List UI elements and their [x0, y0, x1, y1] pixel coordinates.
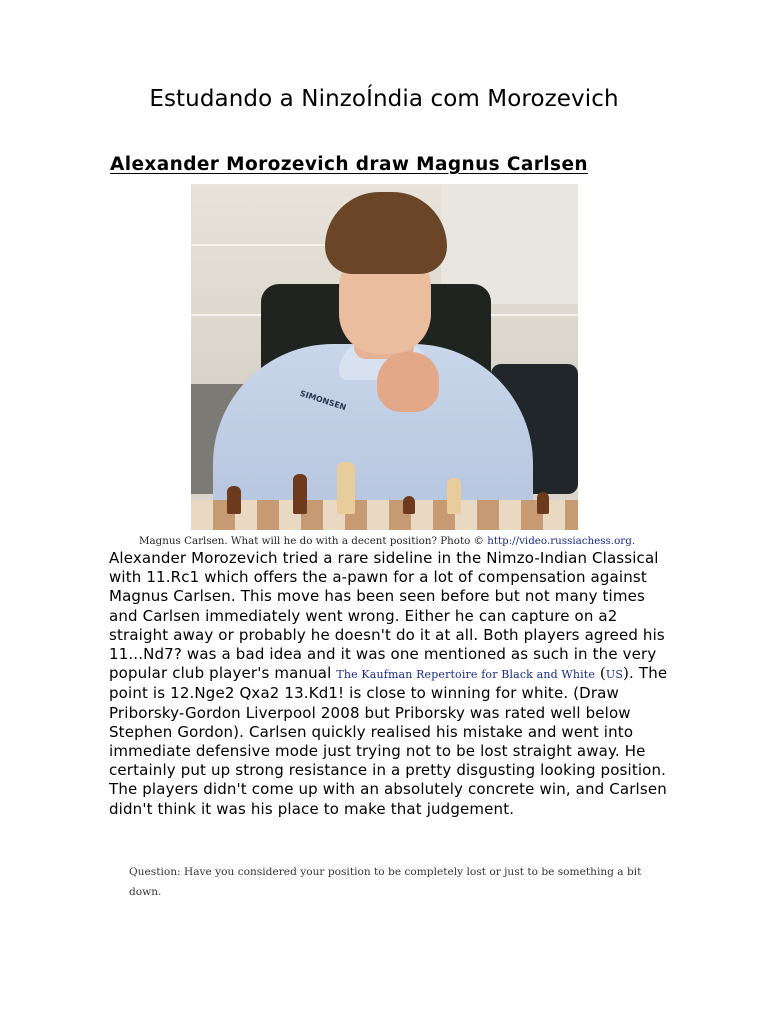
photo-shirt-logo: SIMONSEN [298, 388, 348, 413]
article-body [109, 549, 669, 819]
caption-end: . [631, 535, 636, 547]
interview-question: Question: Have you considered your position to be completely lost or just to be something a bit down. [129, 866, 642, 898]
body-text-part2: . The point is 12.Nge2 Qxa2 13.Kd1! is close to winning for white. (Draw Priborsky-Gordon Liverpool 2008 but Priborsky was rated well below Stephen Gordon). Carlsen quickly realised his mistake and went into immediate defensive mode just trying not to be lost straight away. He certainly put up strong resistance in a pretty disgusting looking position. The players didn't come up with an absolutely concrete win, and Carlsen didn't think it was his place to make that judgement. [109, 664, 668, 818]
page-title: Estudando a NinzoÍndia com Morozevich [149, 86, 619, 112]
body-text-part1: Alexander Morozevich tried a rare sideline in the Nimzo-Indian Classical with 11.Rc1 which offers the a-pawn for a lot of compensation against Magnus Carlsen. This move has been seen before but not many times and Carlsen immediately went wrong. Either he can capture on a2 straight away or probably he doesn't do it at all. Both players agreed his 11...Nd7? was a bad idea and it was one mentioned as such in the very popular club player's manual [109, 549, 665, 683]
photo-chess-piece [537, 492, 549, 514]
photo-hand [377, 352, 439, 412]
book-link[interactable]: The Kaufman Repertoire for Black and White [336, 668, 595, 682]
photo-chess-piece [403, 496, 415, 514]
photo-chess-piece [447, 478, 461, 514]
paren-open: ( [595, 664, 606, 683]
photo-caption [139, 535, 635, 547]
carlsen-photo [191, 184, 578, 530]
caption-source-link[interactable]: http://video.russiachess.org [487, 535, 632, 547]
photo-chessboard [191, 500, 578, 530]
us-link[interactable]: US [605, 668, 624, 682]
caption-text: Magnus Carlsen. What will he do with a decent position? Photo © [139, 535, 488, 547]
photo-chess-piece [293, 474, 307, 514]
photo-chess-piece [337, 462, 355, 514]
article-heading: Alexander Morozevich draw Magnus Carlsen [110, 154, 588, 175]
photo-chess-piece [227, 486, 241, 514]
paren-close: ) [623, 664, 630, 683]
